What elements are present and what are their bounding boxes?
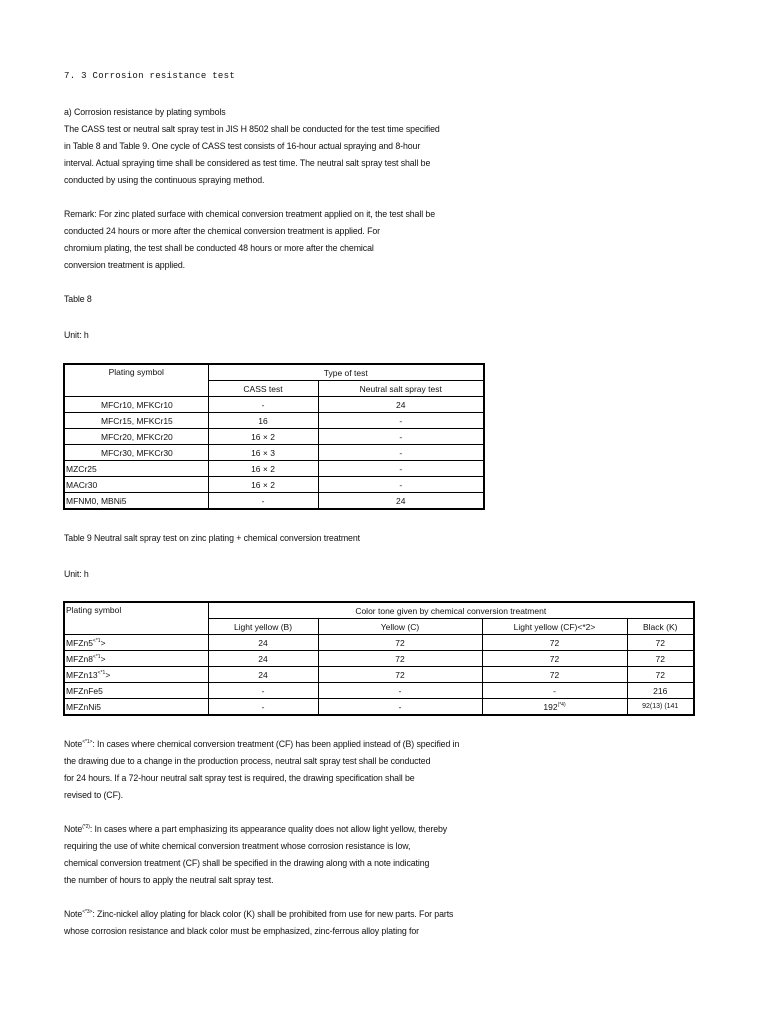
- table-cell-c: -: [318, 699, 482, 716]
- table-row: [64, 413, 484, 429]
- note-text: : In cases where a part emphasizing its appearance quality does not allow light yellow, thereby: [89, 824, 448, 834]
- table-cell-c: 72: [318, 651, 482, 667]
- cf-value: 72: [549, 653, 560, 664]
- table-row: [64, 667, 694, 683]
- note2-line: the number of hours to apply the neutral salt spray test.: [64, 875, 274, 885]
- symbol-tail: >: [100, 653, 106, 664]
- note-text: : Zinc-nickel alloy plating for black color (K) shall be prohibited from use for new parts. For parts: [92, 909, 454, 919]
- subheading: a) Corrosion resistance by plating symbols: [64, 107, 226, 117]
- table-cell-symbol: [64, 635, 208, 651]
- table-cell-cf: [482, 651, 627, 667]
- table-cell-nss: -: [318, 461, 484, 477]
- note-text: : In cases where chemical conversion treatment (CF) has been applied instead of (B) specified in: [92, 739, 460, 749]
- table-cell-symbol: MFCr30, MFKCr30: [64, 445, 208, 461]
- cf-value: 72: [549, 637, 560, 648]
- table-row: [64, 651, 694, 667]
- note2-line: [64, 823, 447, 835]
- table9-col-b: Light yellow (B): [208, 619, 318, 635]
- table-cell-cf: [482, 635, 627, 651]
- table8-header-symbol: Plating symbol: [64, 364, 208, 397]
- table-cell-k: 72: [627, 667, 694, 683]
- table-cell-symbol: [64, 683, 208, 699]
- paragraph-line: The CASS test or neutral salt spray test in JIS H 8502 shall be conducted for the test time specified: [64, 124, 440, 134]
- symbol-text: MFZn5: [66, 637, 93, 648]
- table8-col-cass: CASS test: [208, 381, 318, 397]
- note1-line: revised to (CF).: [64, 790, 124, 800]
- table-cell-k: 72: [627, 651, 694, 667]
- note2-line: requiring the use of white chemical conversion treatment whose corrosion resistance is low,: [64, 841, 411, 851]
- paragraph-line: interval. Actual spraying time shall be considered as test time. The neutral salt spray test shall be: [64, 158, 431, 168]
- table-cell-k: 216: [627, 683, 694, 699]
- table-cell-k: 92(13) (141: [627, 699, 694, 716]
- table-cell-b: 24: [208, 667, 318, 683]
- table9-header-color: Color tone given by chemical conversion treatment: [208, 602, 694, 619]
- symbol-tail: >: [100, 637, 106, 648]
- note2-line: chemical conversion treatment (CF) shall be specified in the drawing along with a note indicating: [64, 858, 430, 868]
- table-cell-cass: -: [208, 397, 318, 413]
- table-cell-nss: -: [318, 477, 484, 493]
- cf-value: 72: [549, 669, 560, 680]
- note-ref: (*4): [557, 701, 566, 708]
- table-cell-nss: -: [318, 445, 484, 461]
- note-ref: <*1: [92, 653, 101, 660]
- remark-line: conversion treatment is applied.: [64, 260, 186, 270]
- table8: [63, 363, 485, 510]
- table-cell-nss: -: [318, 429, 484, 445]
- table-cell-symbol: MFCr20, MFKCr20: [64, 429, 208, 445]
- table-cell-cass: 16 × 2: [208, 429, 318, 445]
- table-cell-b: 24: [208, 651, 318, 667]
- note1-line: the drawing due to a change in the production process, neutral salt spray test shall be conducted: [64, 756, 431, 766]
- symbol-text: MFZnFe5: [66, 685, 103, 696]
- table-cell-cass: 16 × 3: [208, 445, 318, 461]
- table-cell-c: -: [318, 683, 482, 699]
- table-cell-symbol: MFCr15, MFKCr15: [64, 413, 208, 429]
- table-cell-b: -: [208, 683, 318, 699]
- table8-col-nss: Neutral salt spray test: [318, 381, 484, 397]
- table9-col-k: Black (K): [627, 619, 694, 635]
- table-row: [64, 477, 484, 493]
- table-cell-symbol: [64, 667, 208, 683]
- table-cell-b: -: [208, 699, 318, 716]
- note-ref: <*3>: [82, 909, 93, 916]
- table-row: [64, 397, 484, 413]
- table8-caption: Table 8: [64, 294, 92, 304]
- table-row: [64, 683, 694, 699]
- table-cell-cf: [482, 667, 627, 683]
- cf-value: -: [553, 685, 556, 696]
- remark-line: Remark: For zinc plated surface with chemical conversion treatment applied on it, the test shall be: [64, 209, 435, 219]
- table-cell-c: 72: [318, 635, 482, 651]
- remark-line: chromium plating, the test shall be conducted 48 hours or more after the chemical: [64, 243, 374, 253]
- table-row: [64, 429, 484, 445]
- table-cell-symbol: MFCr10, MFKCr10: [64, 397, 208, 413]
- paragraph-line: conducted by using the continuous spraying method.: [64, 175, 265, 185]
- table-cell-c: 72: [318, 667, 482, 683]
- symbol-text: MFZnNi5: [66, 701, 101, 712]
- paragraph-line: in Table 8 and Table 9. One cycle of CASS test consists of 16-hour actual spraying and 8-hour: [64, 141, 421, 151]
- section-heading: 7. 3 Corrosion resistance test: [64, 71, 236, 81]
- table-cell-cf: [482, 699, 627, 716]
- remark-line: conducted 24 hours or more after the chemical conversion treatment is applied. For: [64, 226, 380, 236]
- table-row: [64, 445, 484, 461]
- note1-line: for 24 hours. If a 72-hour neutral salt spray test is required, the drawing specification shall be: [64, 773, 415, 783]
- table-cell-symbol: MFNM0, MBNi5: [64, 493, 208, 510]
- table-cell-symbol: [64, 699, 208, 716]
- table-cell-k: 72: [627, 635, 694, 651]
- table8-unit: Unit: h: [64, 330, 89, 340]
- note1-line: [64, 738, 459, 750]
- table-row: [64, 635, 694, 651]
- table9-col-c: Yellow (C): [318, 619, 482, 635]
- note3-line: whose corrosion resistance and black color must be emphasized, zinc-ferrous alloy plating for: [64, 926, 419, 936]
- table-cell-nss: -: [318, 413, 484, 429]
- table-cell-symbol: MACr30: [64, 477, 208, 493]
- table9: [63, 601, 695, 716]
- note-ref: <*1: [92, 637, 101, 644]
- table8-header-type: Type of test: [208, 364, 484, 381]
- note-label: Note: [64, 739, 83, 749]
- note-label: Note: [64, 909, 83, 919]
- table-cell-nss: 24: [318, 397, 484, 413]
- symbol-tail: >: [105, 669, 111, 680]
- table9-col-cf: Light yellow (CF)<*2>: [482, 619, 627, 635]
- table-cell-cf: [482, 683, 627, 699]
- table-cell-symbol: [64, 651, 208, 667]
- table-cell-cass: 16 × 2: [208, 477, 318, 493]
- table-cell-cass: -: [208, 493, 318, 510]
- note-ref: (*2): [82, 824, 90, 831]
- table-row: [64, 493, 484, 510]
- symbol-text: MFZn13: [66, 669, 98, 680]
- note-ref: <*1: [97, 669, 106, 676]
- note3-line: [64, 908, 453, 920]
- table-cell-cass: 16 × 2: [208, 461, 318, 477]
- note-label: Note: [64, 824, 83, 834]
- cf-value: 192: [543, 701, 558, 712]
- table9-caption: Table 9 Neutral salt spray test on zinc plating + chemical conversion treatment: [64, 533, 360, 543]
- table-cell-symbol: MZCr25: [64, 461, 208, 477]
- table-cell-nss: 24: [318, 493, 484, 510]
- table9-header-symbol: Plating symbol: [64, 602, 208, 635]
- table-row: [64, 699, 694, 716]
- symbol-text: MFZn8: [66, 653, 93, 664]
- table-row: [64, 461, 484, 477]
- table9-unit: Unit: h: [64, 569, 89, 579]
- note-ref: <*1>: [82, 739, 93, 746]
- table-cell-cass: 16: [208, 413, 318, 429]
- table-cell-b: 24: [208, 635, 318, 651]
